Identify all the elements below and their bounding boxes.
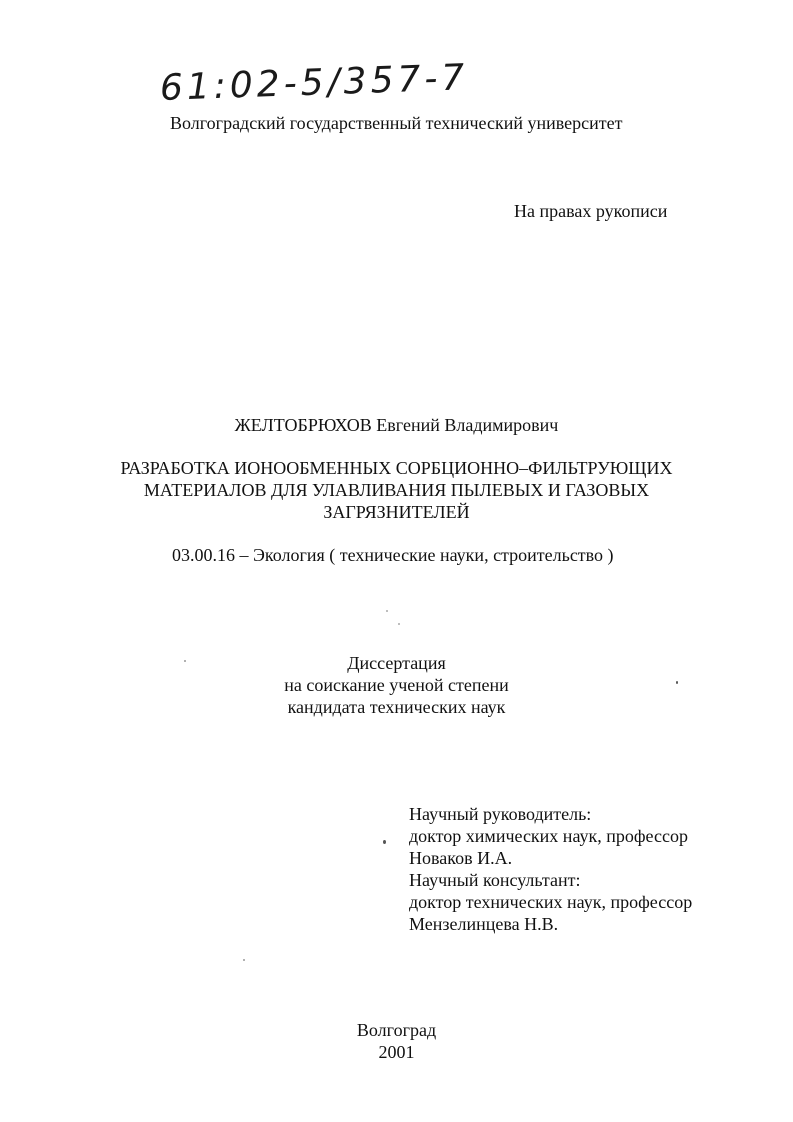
specialty-code: 03.00.16 – Экология ( технические науки, строительство ) — [172, 545, 614, 565]
city: Волгоград — [356, 1020, 437, 1040]
scan-speck — [184, 660, 186, 662]
scan-speck — [243, 959, 245, 961]
year: 2001 — [378, 1042, 415, 1062]
scan-speck — [386, 610, 388, 612]
title-line: МАТЕРИАЛОВ ДЛЯ УЛАВЛИВАНИЯ ПЫЛЕВЫХ И ГАЗОВЫХ — [143, 480, 650, 500]
archive-code-stamp: 61:02-5/357-7 — [159, 57, 469, 109]
degree-line: на соискание ученой степени — [284, 675, 509, 695]
consultant-label: Научный консультант: — [409, 870, 581, 890]
title-line: ЗАГРЯЗНИТЕЛЕЙ — [323, 502, 470, 522]
supervisor-name: Новаков И.А. — [409, 848, 513, 868]
scan-speck — [676, 681, 678, 684]
degree-line: кандидата технических наук — [287, 697, 506, 717]
university-name: Волгоградский государственный технический университет — [170, 113, 623, 133]
dissertation-title — [0, 457, 793, 523]
consultant-name: Мензелинцева Н.В. — [409, 914, 559, 934]
scan-speck — [383, 840, 386, 844]
consultant-degree: доктор технических наук, профессор — [409, 892, 693, 912]
supervisor-label: Научный руководитель: — [409, 804, 592, 824]
rights-notice: На правах рукописи — [514, 201, 668, 221]
supervisor-degree: доктор химических наук, профессор — [409, 826, 688, 846]
title-line: РАЗРАБОТКА ИОНООБМЕННЫХ СОРБЦИОННО–ФИЛЬТРУЮЩИХ — [120, 458, 673, 478]
scan-speck — [398, 623, 400, 625]
degree-line: Диссертация — [347, 653, 446, 673]
author-name: ЖЕЛТОБРЮХОВ Евгений Владимирович — [234, 415, 559, 435]
